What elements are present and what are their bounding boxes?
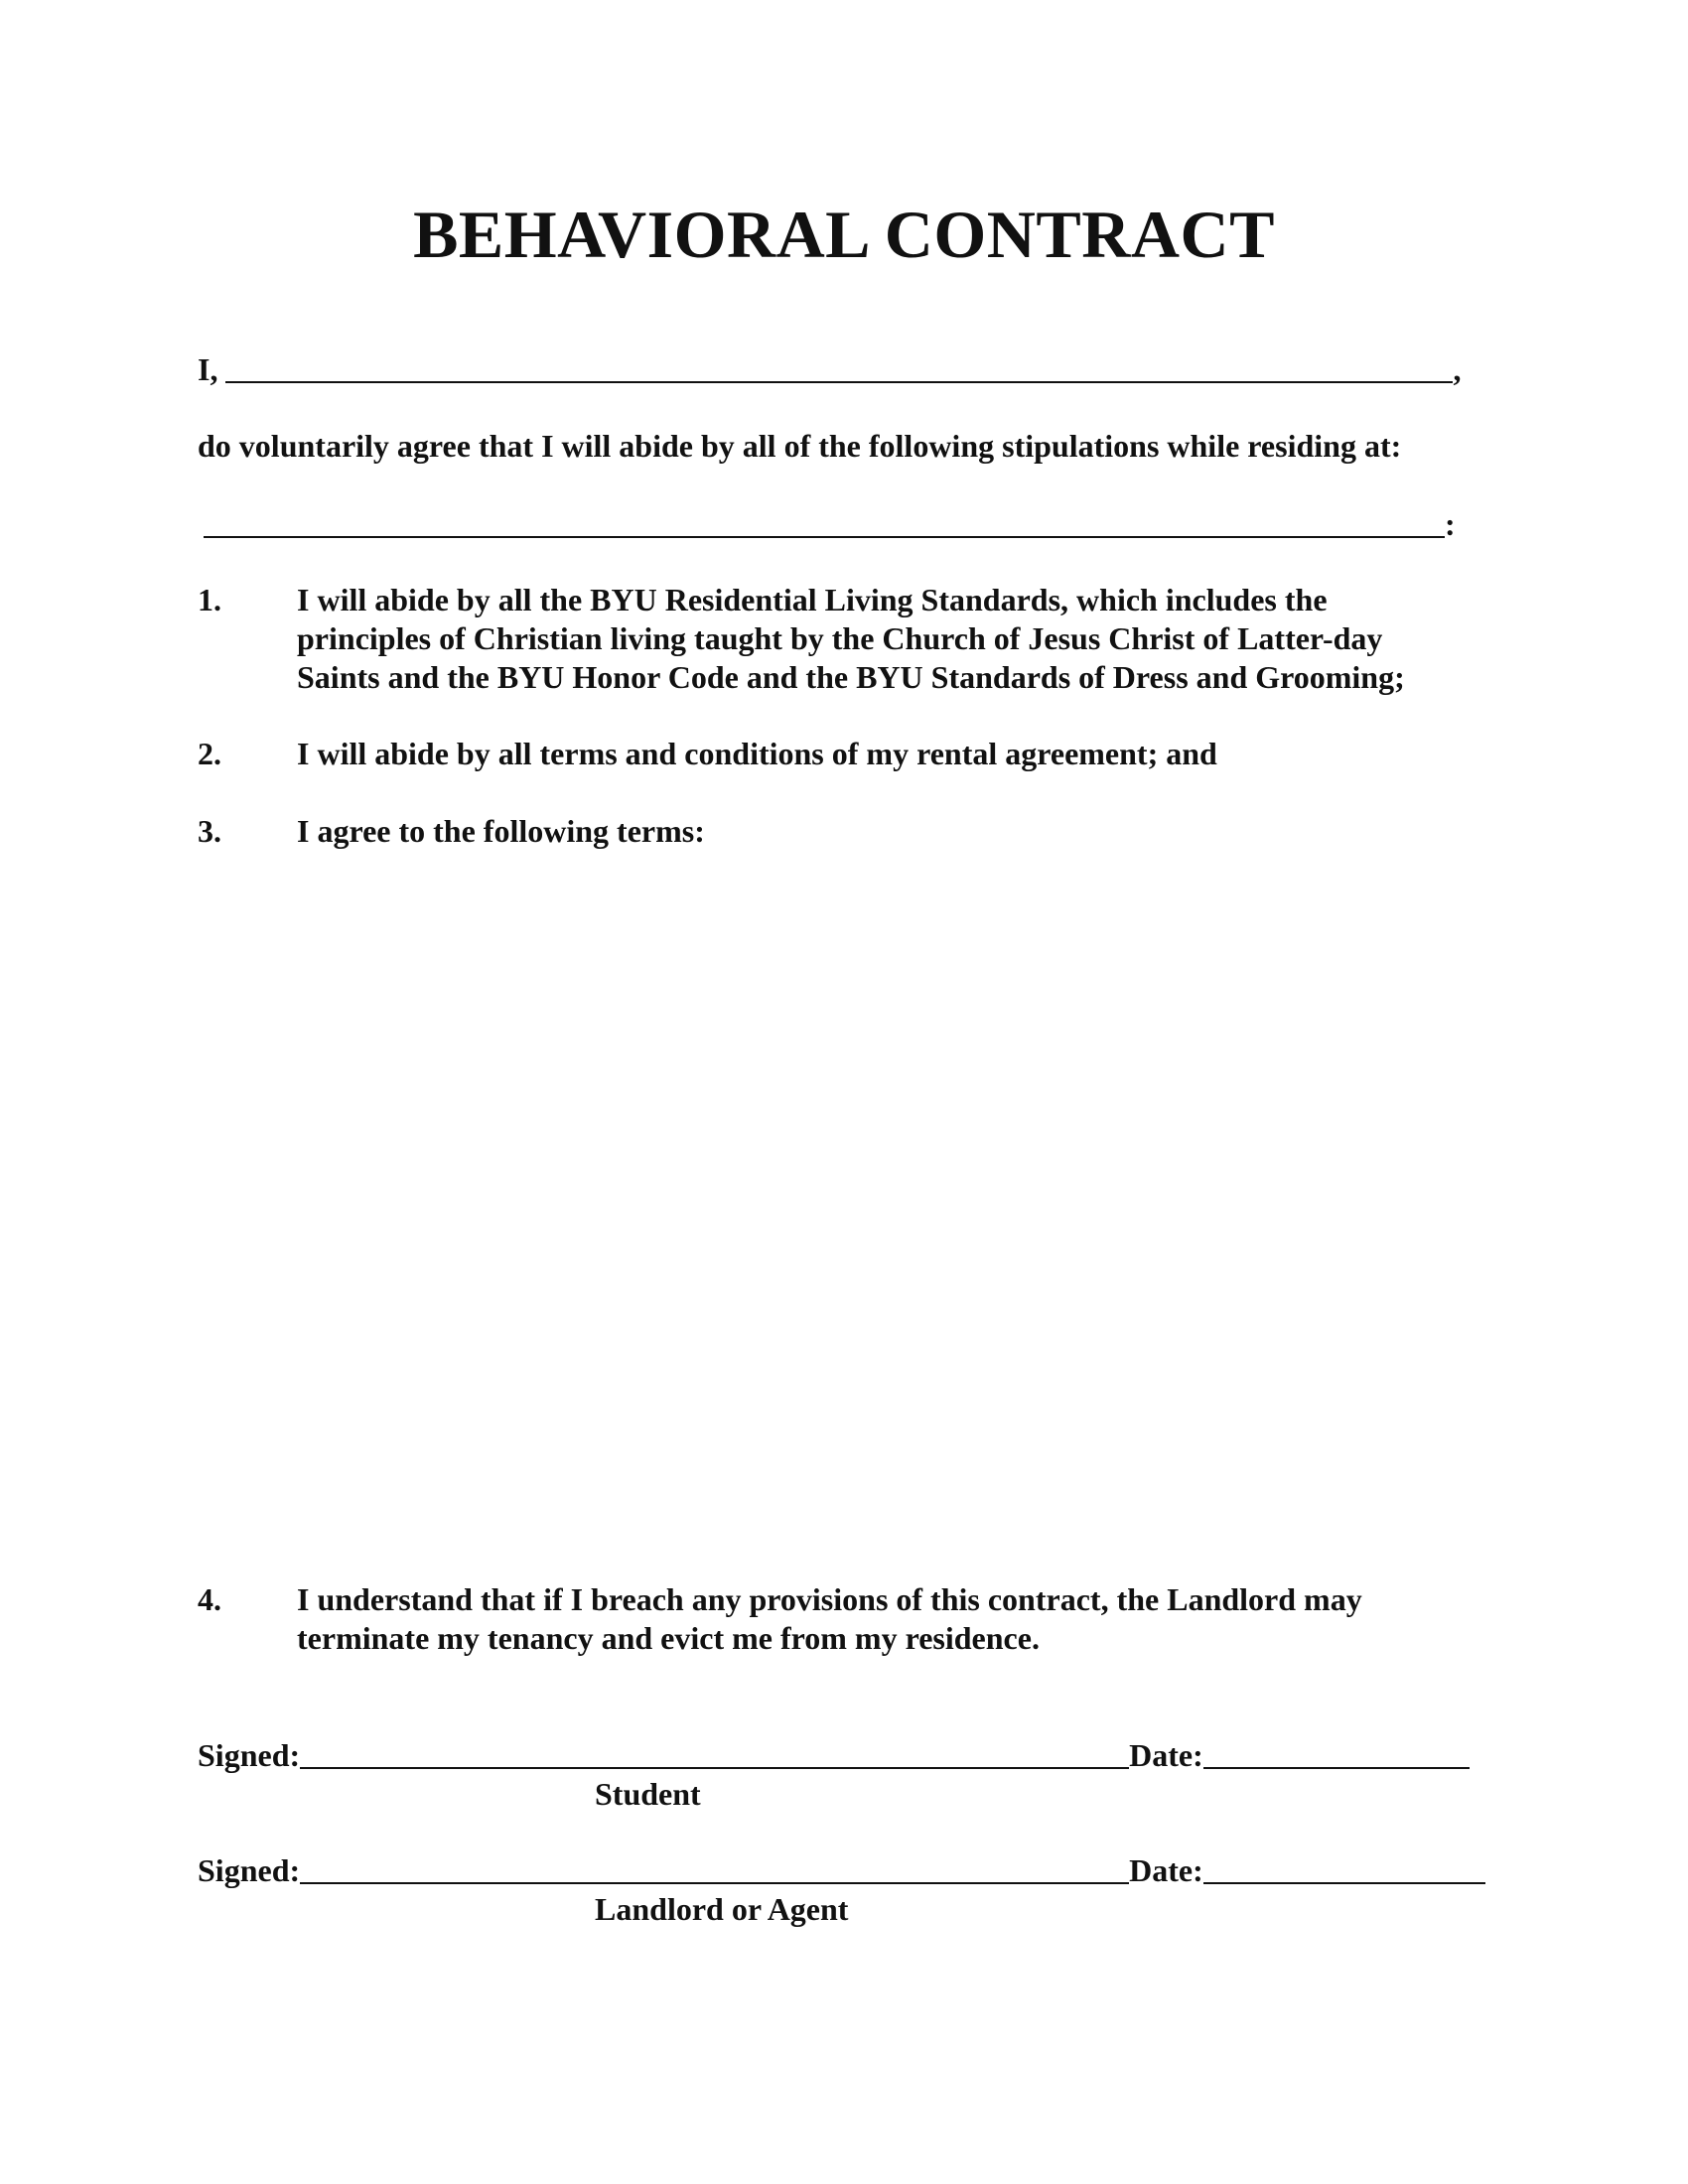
document-title: BEHAVIORAL CONTRACT [413,197,1275,272]
address-line [204,504,1456,544]
item-text [297,735,1469,773]
item-text [297,812,1469,851]
landlord-date-field[interactable] [1203,1852,1485,1884]
item-number: 1. [198,582,221,617]
landlord-signature-field[interactable] [300,1852,1129,1884]
item-text-line: I will abide by all terms and conditions of my rental agreement; and [297,736,1217,771]
name-line [198,349,1461,389]
item-text-line: I understand that if I breach any provisions of this contract, the Landlord may [297,1581,1362,1617]
item-text-line: Saints and the BYU Honor Code and the BYU Standards of Dress and Grooming; [297,659,1405,695]
landlord-signature-row [198,1850,1485,1890]
landlord-role-label: Landlord or Agent [595,1891,849,1927]
name-suffix: , [1453,351,1462,387]
address-suffix: : [1445,506,1456,542]
name-prefix: I, [198,351,218,387]
date-label: Date: [1129,1737,1203,1773]
item-number: 4. [198,1581,221,1617]
student-signature-field[interactable] [300,1737,1129,1769]
signed-label: Signed: [198,1852,301,1888]
item-text-line: I will abide by all the BYU Residential Living Standards, which includes the [297,582,1328,617]
terms-writing-area[interactable] [297,864,1469,1559]
agreement-statement: do voluntarily agree that I will abide by all of the following stipulations while residing at: [198,428,1402,464]
item-text [297,1580,1469,1658]
item-text-line: I agree to the following terms: [297,813,705,849]
address-blank-field[interactable] [204,506,1445,538]
student-date-field[interactable] [1203,1737,1470,1769]
student-signature-row [198,1735,1470,1775]
signed-label: Signed: [198,1737,301,1773]
item-text-line: principles of Christian living taught by the Church of Jesus Christ of Latter-day [297,620,1383,656]
item-text [297,581,1469,697]
name-blank-field[interactable] [225,351,1453,383]
item-number: 3. [198,813,221,849]
item-text-line: terminate my tenancy and evict me from my residence. [297,1620,1040,1656]
item-number: 2. [198,736,221,771]
student-role-label: Student [595,1776,701,1812]
date-label: Date: [1129,1852,1203,1888]
